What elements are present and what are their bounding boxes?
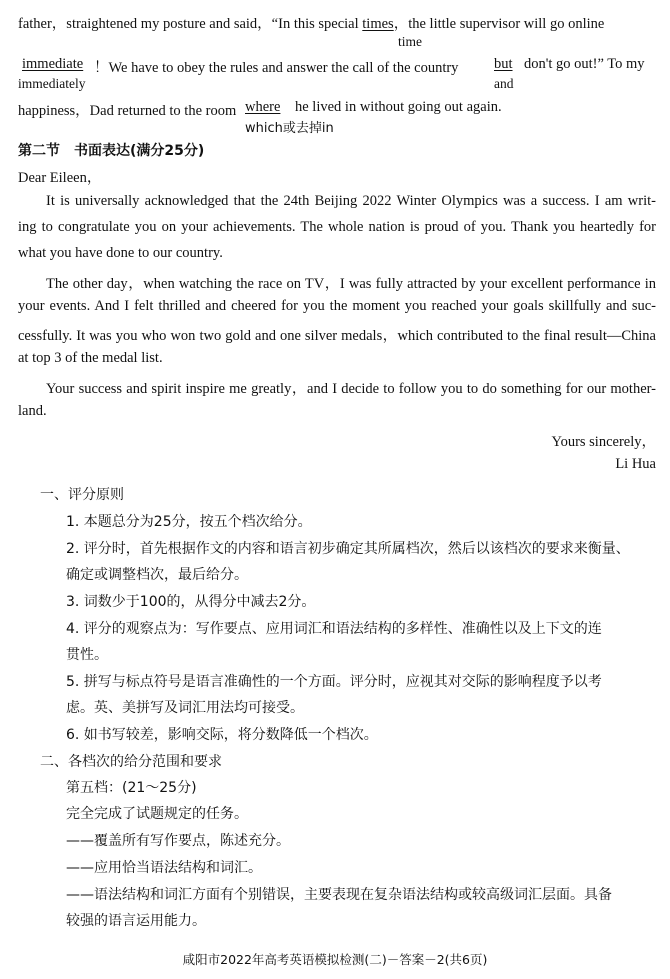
- letter-line: It is universally acknowledged that the 24th Beijing 2022 Winter Olympics was a success. I am writ-: [46, 193, 656, 209]
- marked-word: but: [494, 56, 513, 72]
- rubric-bullet: 较强的语言运用能力。: [66, 913, 206, 929]
- rubric-level: 第五档：(21～25分): [66, 780, 197, 796]
- rubric-heading: 一、评分原则: [40, 487, 124, 503]
- rubric-item: 3. 词数少于100的，从得分中减去2分。: [66, 594, 316, 610]
- letter-line: ing to congratulate you on your achievements. The whole nation is proud of you. Thank you heartedly for: [18, 219, 656, 235]
- letter-line: land.: [18, 403, 47, 419]
- letter-closing: Yours sincerely，: [551, 434, 656, 450]
- correction-note: time: [398, 34, 422, 49]
- rubric-item: 完全完成了试题规定的任务。: [66, 806, 248, 822]
- rubric-bullet: ——覆盖所有写作要点，陈述充分。: [66, 833, 290, 849]
- correction-line-1: [18, 12, 658, 33]
- letter-signature: Li Hua: [615, 456, 656, 472]
- correction-text: don't go out!” To my: [524, 56, 645, 72]
- rubric-item: 贯性。: [66, 647, 108, 663]
- correction-text: father，straightened my posture and said，“In this special: [18, 16, 359, 32]
- rubric-heading: 二、各档次的给分范围和要求: [40, 754, 222, 770]
- marked-word: immediate: [22, 56, 84, 72]
- correction-text: ！We have to obey the rules and answer the call of the country: [94, 60, 459, 76]
- rubric-item: 4. 评分的观察点为：写作要点、应用词汇和语法结构的多样性、准确性以及上下文的连: [66, 621, 602, 637]
- letter-line: your events. And I felt thrilled and cheered for you the moment you reached your goals skillfully and suc-: [18, 298, 656, 314]
- rubric-item: 6. 如书写较差，影响交际，将分数降低一个档次。: [66, 727, 378, 743]
- letter-line: what you have done to our country.: [18, 245, 223, 261]
- rubric-item: 2. 评分时，首先根据作文的内容和语言初步确定其所属档次，然后以该档次的要求来衡量、: [66, 541, 630, 557]
- letter-line: Your success and spirit inspire me greatly，and I decide to follow you to do something for our mother-: [46, 381, 656, 397]
- correction-note: which或去掉in: [245, 121, 334, 136]
- rubric-item: 确定或调整档次，最后给分。: [66, 567, 248, 583]
- marked-word: where: [245, 99, 281, 115]
- correction-text: happiness，Dad returned to the room: [18, 103, 237, 119]
- rubric-item: 1. 本题总分为25分，按五个档次给分。: [66, 514, 312, 530]
- section-title: 第二节 书面表达(满分25分): [18, 143, 205, 159]
- correction-text: ，the little supervisor will go online: [393, 16, 605, 32]
- rubric-bullet: ——语法结构和词汇方面有个别错误，主要表现在复杂语法结构或较高级词汇层面。具备: [66, 887, 612, 903]
- rubric-item: 虑。英、美拼写及词汇用法均可接受。: [66, 700, 304, 716]
- page-footer: 咸阳市2022年高考英语模拟检测(二)－答案－2(共6页): [182, 952, 488, 967]
- letter-line: at top 3 of the medal list.: [18, 350, 163, 366]
- rubric-bullet: ——应用恰当语法结构和词汇。: [66, 860, 262, 876]
- rubric-item: 5. 拼写与标点符号是语言准确性的一个方面。评分时，应视其对交际的影响程度予以考: [66, 674, 602, 690]
- marked-word: times: [362, 16, 394, 32]
- correction-text: he lived in without going out again.: [295, 99, 502, 115]
- letter-greeting: Dear Eileen，: [18, 170, 102, 186]
- letter-line: The other day，when watching the race on TV，I was fully attracted by your excellent performance in: [46, 276, 656, 292]
- correction-note: and: [494, 76, 514, 91]
- correction-note: immediately: [18, 76, 86, 91]
- letter-line: cessfully. It was you who won two gold and one silver medals，which contributed to the final result—China: [18, 328, 656, 344]
